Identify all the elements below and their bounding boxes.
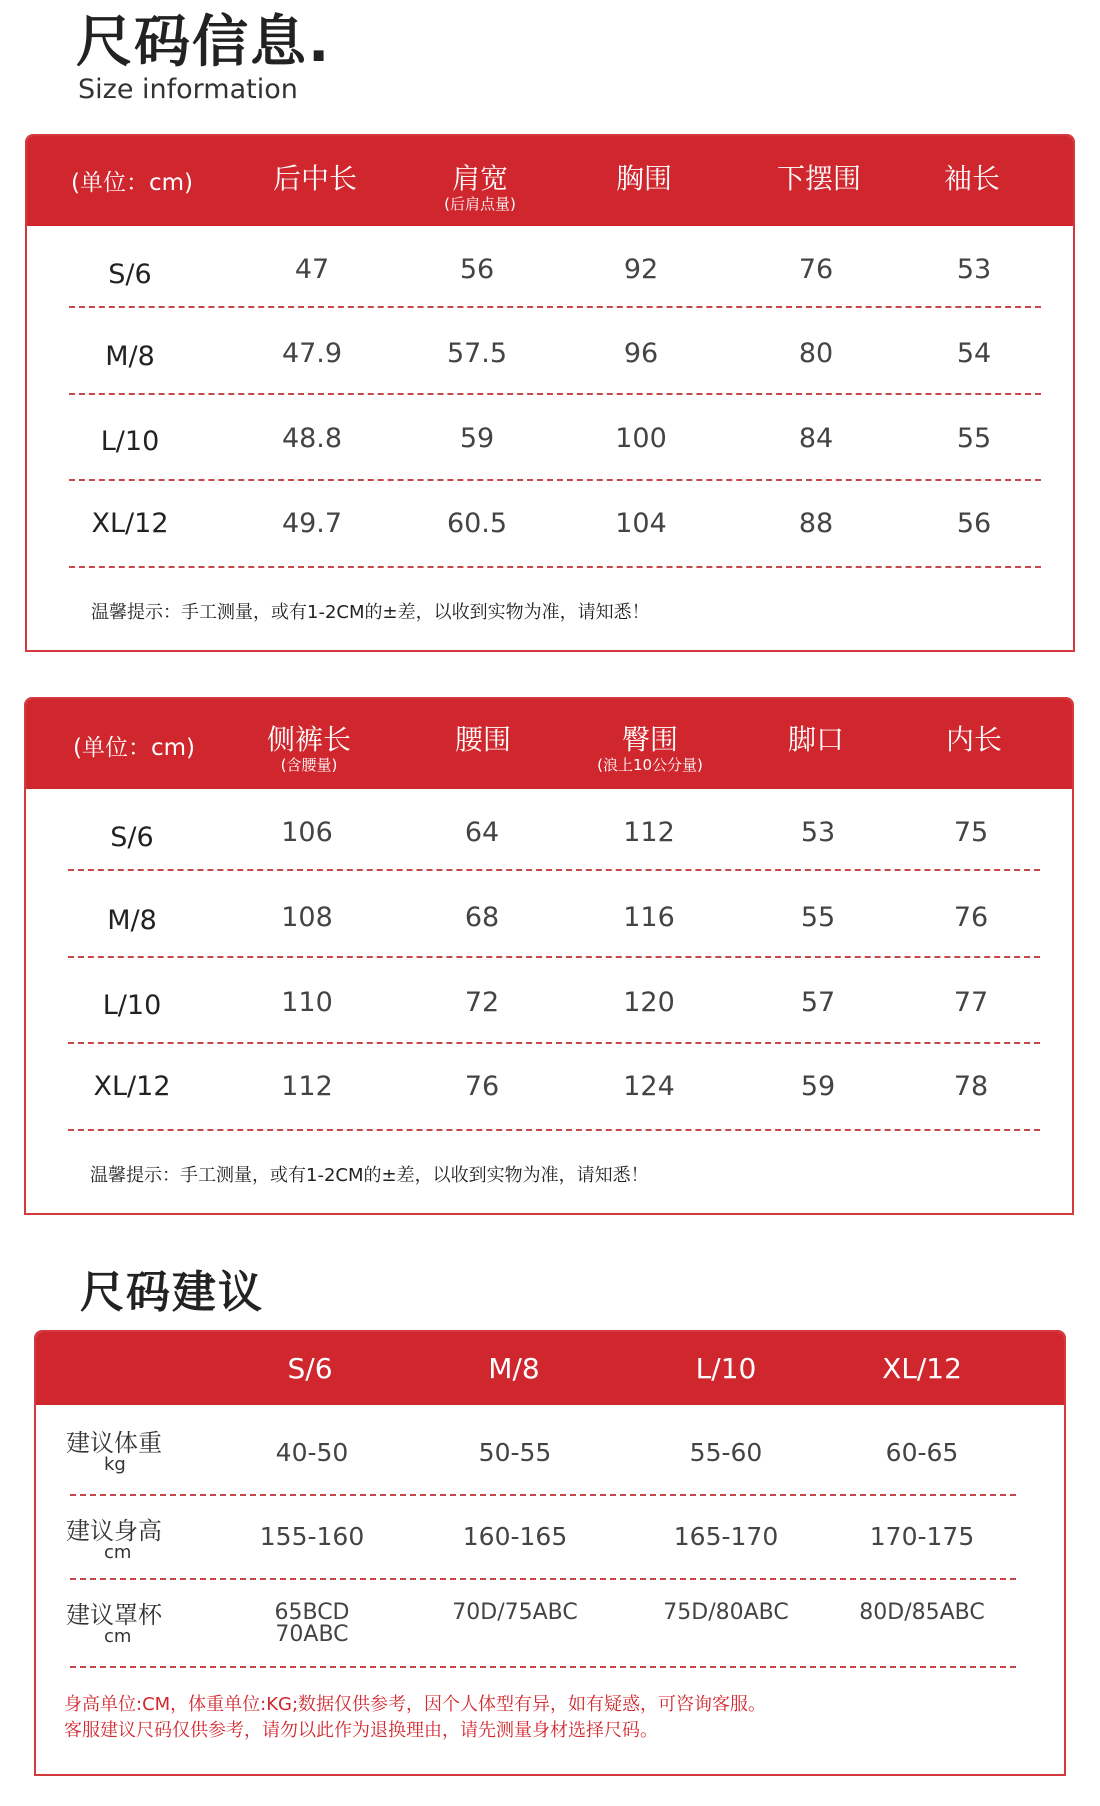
recommend-value: 155-160	[259, 1522, 365, 1551]
measure-value: 75	[953, 817, 989, 848]
column-header	[273, 162, 357, 196]
measure-value: 55	[800, 902, 836, 933]
measure-value: 59	[800, 1071, 836, 1102]
size-column-header	[882, 1352, 962, 1386]
measure-value: 64	[464, 817, 500, 848]
measure-value: 78	[953, 1071, 989, 1102]
row-label-unit: kg	[104, 1454, 126, 1475]
measure-value: 56	[956, 508, 992, 539]
measure-value: 77	[953, 987, 989, 1018]
column-header	[946, 723, 1002, 757]
size-column-header	[488, 1352, 539, 1386]
row-divider	[68, 1042, 1040, 1044]
column-header-label: 侧裤长	[266, 723, 352, 756]
column-header-label: 胸围	[615, 162, 673, 195]
table-header	[26, 699, 1072, 789]
measurement-tip: 温馨提示：手工测量，或有1-2CM的±差，以收到实物为准，请知悉！	[90, 1165, 649, 1186]
column-header	[616, 162, 672, 196]
recommend-value: 40-50	[275, 1438, 349, 1467]
measure-value: 96	[623, 338, 659, 369]
row-label	[66, 1602, 162, 1646]
recommend-value: 55-60	[689, 1438, 763, 1467]
size-column-label: XL/12	[882, 1352, 962, 1385]
row-label-unit: cm	[104, 1626, 132, 1647]
size-note: 客服建议尺码仅供参考，请勿以此作为退换理由，请先测量身材选择尺码。	[64, 1720, 658, 1741]
measure-value: 57.5	[446, 338, 508, 369]
recommend-value: 165-170	[673, 1522, 779, 1551]
measure-value: 54	[956, 338, 992, 369]
column-header	[777, 162, 861, 196]
measure-value: 112	[623, 817, 675, 848]
column-header	[944, 162, 1000, 196]
measure-value: 84	[798, 423, 834, 454]
column-header-sub: (含腰量)	[280, 756, 338, 774]
row-divider	[70, 1494, 1016, 1496]
row-label	[66, 1518, 162, 1562]
column-header-label: 腰围	[454, 723, 512, 756]
measure-value: 76	[464, 1071, 500, 1102]
size-note: 身高单位:CM，体重单位:KG;数据仅供参考，因个人体型有异，如有疑惑，可咨询客服。	[64, 1694, 767, 1715]
column-header-label: 下摆围	[776, 162, 862, 195]
row-label-unit: cm	[104, 1542, 132, 1563]
row-label-text: 建议身高	[66, 1517, 162, 1545]
size-column-header	[696, 1352, 757, 1386]
measure-value: 47	[294, 254, 330, 285]
column-header	[788, 723, 844, 757]
column-header-label: 后中长	[272, 162, 358, 195]
measure-value: 106	[281, 817, 333, 848]
measure-value: 120	[623, 987, 675, 1018]
measure-value: 88	[798, 508, 834, 539]
recommend-value: 70D/75ABC	[452, 1600, 578, 1625]
column-header-sub: (后肩点量)	[444, 195, 516, 213]
measure-value: 68	[464, 902, 500, 933]
size-column-header	[287, 1352, 332, 1386]
column-header-label: 脚口	[787, 723, 845, 756]
size-label: L/10	[100, 426, 160, 457]
page-subtitle: Size information	[78, 74, 298, 105]
size-column-label: M/8	[488, 1352, 540, 1385]
recommend-value: 80D/85ABC	[859, 1600, 985, 1625]
measure-value: 49.7	[281, 508, 343, 539]
measurement-tip: 温馨提示：手工测量，或有1-2CM的±差，以收到实物为准，请知悉！	[91, 602, 650, 623]
measure-value: 100	[615, 423, 667, 454]
column-header-sub: (浪上10公分量)	[597, 756, 703, 774]
size-label: XL/12	[93, 1071, 171, 1102]
measure-value: 80	[798, 338, 834, 369]
size-column-label: L/10	[695, 1352, 757, 1385]
measure-value: 56	[459, 254, 495, 285]
column-header-label: 肩宽	[451, 162, 508, 195]
measure-value: 116	[623, 902, 675, 933]
measure-value: 76	[953, 902, 989, 933]
row-divider	[70, 1666, 1016, 1668]
row-divider	[70, 1578, 1016, 1580]
column-header	[455, 723, 511, 757]
size-recommend-table	[34, 1330, 1066, 1776]
row-divider	[69, 306, 1041, 308]
measure-value: 124	[623, 1071, 675, 1102]
measure-value: 47.9	[281, 338, 343, 369]
measure-value: 112	[281, 1071, 333, 1102]
measure-value: 55	[956, 423, 992, 454]
recommend-value	[274, 1602, 349, 1646]
measure-value: 48.8	[281, 423, 343, 454]
measure-value: 104	[615, 508, 667, 539]
column-header-label: 臀围	[621, 723, 679, 756]
measure-value: 76	[798, 254, 834, 285]
size-label: M/8	[105, 341, 155, 372]
recommend-value: 60-65	[885, 1438, 959, 1467]
page-title: 尺码信息.	[76, 10, 332, 75]
row-label-text: 建议罩杯	[66, 1601, 162, 1629]
row-divider	[69, 566, 1041, 568]
row-label-text: 建议体重	[66, 1429, 162, 1457]
size-label: XL/12	[91, 508, 169, 539]
column-header	[597, 723, 703, 774]
size-label: L/10	[102, 990, 162, 1021]
column-header	[444, 162, 516, 213]
row-divider	[68, 1129, 1040, 1131]
measure-value: 53	[956, 254, 992, 285]
row-divider	[69, 479, 1041, 481]
column-header-label: 内长	[945, 723, 1003, 756]
unit-label: (单位：cm)	[71, 170, 193, 196]
measure-value: 110	[281, 987, 333, 1018]
size-label: S/6	[110, 822, 154, 853]
recommend-value-line: 70ABC	[275, 1622, 349, 1647]
column-header	[267, 723, 351, 774]
row-label	[66, 1430, 162, 1474]
measure-value: 72	[464, 987, 500, 1018]
measure-value: 60.5	[446, 508, 508, 539]
row-divider	[68, 869, 1040, 871]
size-column-label: S/6	[287, 1352, 333, 1385]
recommend-value: 170-175	[869, 1522, 975, 1551]
unit-label: (单位：cm)	[73, 735, 195, 761]
measure-value: 108	[281, 902, 333, 933]
column-header-label: 袖长	[943, 162, 1001, 195]
top-size-table	[25, 134, 1075, 652]
measure-value: 53	[800, 817, 836, 848]
recommend-value: 50-55	[478, 1438, 552, 1467]
table-header	[27, 136, 1073, 226]
recommend-title: 尺码建议	[80, 1267, 264, 1318]
recommend-value: 75D/80ABC	[663, 1600, 789, 1625]
size-label: M/8	[107, 905, 157, 936]
recommend-value-line: 65BCD	[274, 1600, 350, 1625]
table-header	[36, 1332, 1064, 1405]
measure-value: 57	[800, 987, 836, 1018]
measure-value: 92	[623, 254, 659, 285]
size-label: S/6	[108, 259, 152, 290]
pants-size-table	[24, 697, 1074, 1215]
recommend-value: 160-165	[462, 1522, 568, 1551]
row-divider	[68, 956, 1040, 958]
row-divider	[69, 393, 1041, 395]
measure-value: 59	[459, 423, 495, 454]
